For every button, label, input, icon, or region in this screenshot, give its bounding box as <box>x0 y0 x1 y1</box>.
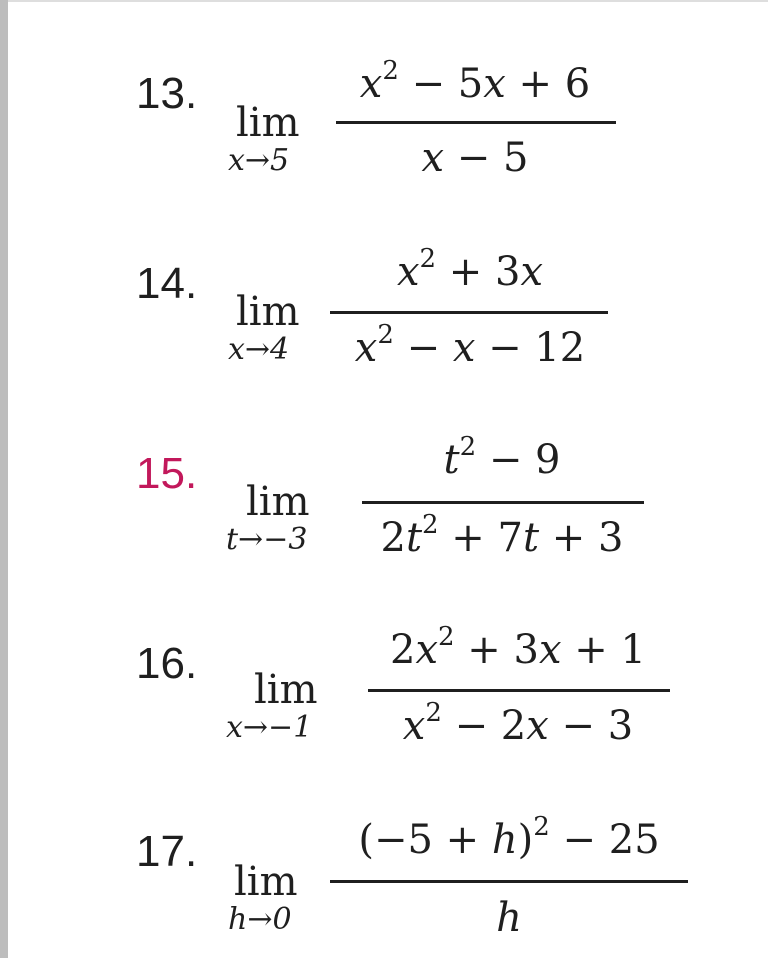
limit-operator: lim <box>246 479 310 525</box>
problem-number: 17. <box>136 827 198 876</box>
limit-subscript: x→5 <box>228 143 290 178</box>
fraction-numerator: $(-5 + h)^2 - 25$ <box>358 812 660 863</box>
fraction-bar <box>330 311 608 314</box>
fraction-numerator: $x^2 - 5x + 6$ <box>359 56 591 107</box>
fraction-bar <box>368 689 670 692</box>
fraction-bar <box>362 501 644 504</box>
fraction-numerator: $x^2 + 3x$ <box>396 244 544 295</box>
limit-subscript: h→0 <box>228 902 292 937</box>
limit-operator: lim <box>236 100 300 146</box>
limit-subscript: t→−3 <box>226 522 308 557</box>
limit-subscript: x→4 <box>228 332 290 367</box>
problem-number: 14. <box>136 259 198 308</box>
fraction-numerator: $2x^2 + 3x + 1$ <box>390 622 646 673</box>
fraction-denominator: $x^2 - 2x - 3$ <box>402 698 634 749</box>
limit-subscript: x→−1 <box>226 710 313 745</box>
fraction-denominator: x − 5 <box>421 135 529 181</box>
limit-operator: lim <box>236 289 300 335</box>
problem-number: 15. <box>136 449 198 498</box>
fraction-numerator: $t^2 - 9$ <box>443 432 561 483</box>
limit-operator: lim <box>234 859 298 905</box>
fraction-denominator: $2t^2 + 7t + 3$ <box>380 510 624 561</box>
fraction-bar <box>330 880 688 883</box>
problem-number: 16. <box>136 639 198 688</box>
fraction-denominator: h <box>496 895 522 941</box>
fraction-denominator: $x^2 - x - 12$ <box>354 320 586 371</box>
limit-operator: lim <box>254 667 318 713</box>
problem-number: 13. <box>136 69 198 118</box>
